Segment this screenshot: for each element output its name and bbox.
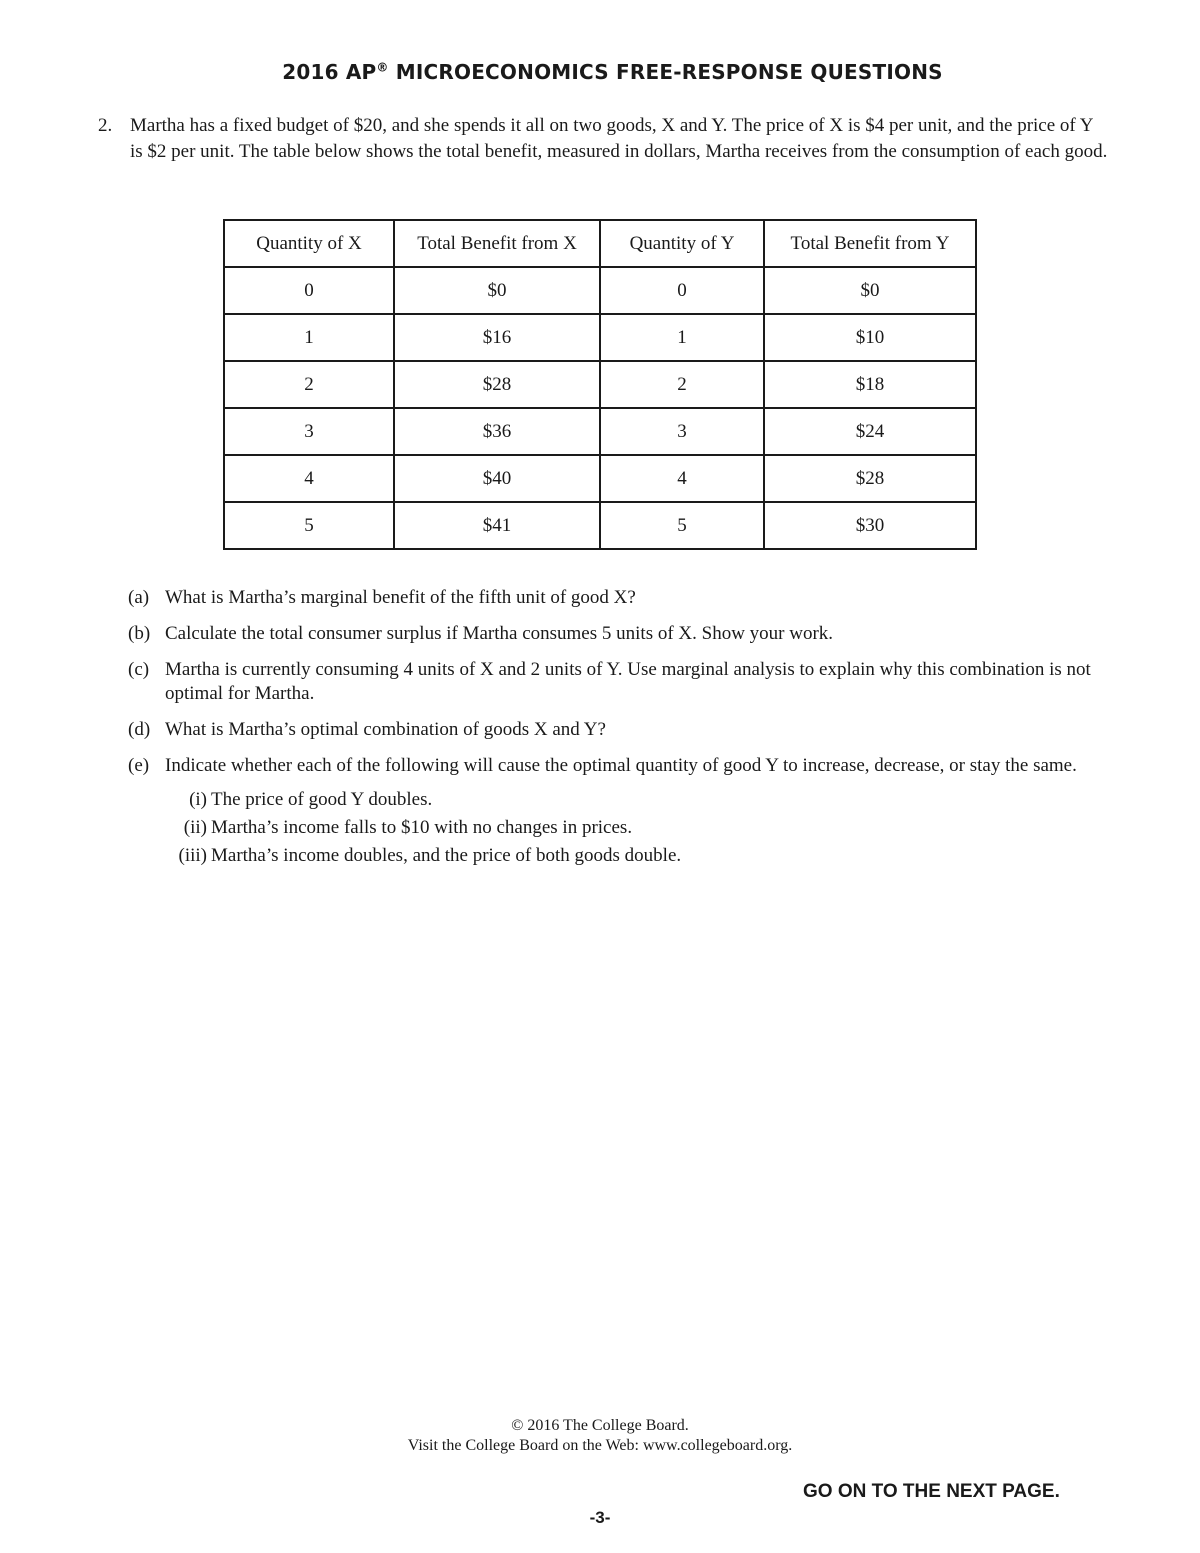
cell-quantity-y: 1 bbox=[600, 314, 764, 361]
cell-quantity-x: 3 bbox=[224, 408, 394, 455]
table-header-row bbox=[224, 220, 976, 267]
part-text: Indicate whether each of the following will cause the optimal quantity of good Y to increase, decrease, or stay the same. bbox=[165, 755, 1077, 776]
part-e-subparts bbox=[175, 788, 1108, 868]
part-a bbox=[128, 586, 1108, 610]
cell-quantity-x: 0 bbox=[224, 267, 394, 314]
header-quantity-y: Quantity of Y bbox=[600, 220, 764, 267]
table-row bbox=[224, 455, 976, 502]
part-text: What is Martha’s optimal combination of goods X and Y? bbox=[165, 719, 606, 740]
cell-benefit-x: $28 bbox=[394, 361, 600, 408]
page-title bbox=[0, 60, 1200, 84]
next-page-notice: GO ON TO THE NEXT PAGE. bbox=[803, 1481, 1060, 1502]
table-row bbox=[224, 267, 976, 314]
cell-quantity-y: 0 bbox=[600, 267, 764, 314]
copyright-notice: © 2016 The College Board. bbox=[511, 1417, 689, 1434]
cell-quantity-y: 5 bbox=[600, 502, 764, 549]
header-benefit-y: Total Benefit from Y bbox=[764, 220, 976, 267]
cell-benefit-y: $10 bbox=[764, 314, 976, 361]
subpart-text: The price of good Y doubles. bbox=[211, 789, 433, 810]
cell-benefit-y: $18 bbox=[764, 361, 976, 408]
cell-benefit-x: $40 bbox=[394, 455, 600, 502]
header-benefit-x: Total Benefit from X bbox=[394, 220, 600, 267]
subpart-text: Martha’s income doubles, and the price of both goods double. bbox=[211, 845, 682, 866]
cell-benefit-y: $24 bbox=[764, 408, 976, 455]
part-text: Calculate the total consumer surplus if Martha consumes 5 units of X. Show your work. bbox=[165, 623, 834, 644]
cell-quantity-x: 2 bbox=[224, 361, 394, 408]
page-number: -3- bbox=[589, 1508, 611, 1527]
cell-benefit-y: $30 bbox=[764, 502, 976, 549]
part-b bbox=[128, 622, 1108, 646]
cell-benefit-y: $0 bbox=[764, 267, 976, 314]
total-benefit-table bbox=[223, 219, 977, 550]
cell-quantity-x: 5 bbox=[224, 502, 394, 549]
cell-quantity-y: 3 bbox=[600, 408, 764, 455]
cell-benefit-y: $28 bbox=[764, 455, 976, 502]
subpart-i bbox=[175, 788, 1108, 812]
cell-quantity-y: 4 bbox=[600, 455, 764, 502]
part-c bbox=[128, 658, 1108, 706]
footer bbox=[0, 1416, 1200, 1456]
cell-benefit-x: $36 bbox=[394, 408, 600, 455]
part-text: What is Martha’s marginal benefit of the fifth unit of good X? bbox=[165, 587, 636, 608]
subpart-label: (iii) bbox=[178, 845, 207, 866]
table-row bbox=[224, 502, 976, 549]
cell-benefit-x: $41 bbox=[394, 502, 600, 549]
part-e bbox=[128, 754, 1108, 868]
website-notice: Visit the College Board on the Web: www.collegeboard.org. bbox=[407, 1437, 793, 1454]
subpart-label: (ii) bbox=[183, 817, 207, 838]
header-quantity-x: Quantity of X bbox=[224, 220, 394, 267]
cell-quantity-x: 1 bbox=[224, 314, 394, 361]
part-label: (e) bbox=[128, 755, 150, 776]
page-title-rest: MICROECONOMICS FREE-RESPONSE QUESTIONS bbox=[388, 60, 943, 84]
subpart-label: (i) bbox=[189, 789, 207, 810]
subpart-text: Martha’s income falls to $10 with no changes in prices. bbox=[211, 817, 633, 838]
subpart-iii bbox=[175, 844, 1108, 868]
question-text: Martha has a fixed budget of $20, and she spends it all on two goods, X and Y. The price of X is $4 per unit, and the price of Y is $2 per unit. The table below shows the total benefit, measured in dollars, Martha receives from the consumption of each good. bbox=[130, 115, 1108, 162]
cell-benefit-x: $0 bbox=[394, 267, 600, 314]
part-d bbox=[128, 718, 1108, 742]
cell-quantity-x: 4 bbox=[224, 455, 394, 502]
table-row bbox=[224, 408, 976, 455]
page-title-main: 2016 AP bbox=[282, 60, 377, 84]
question-number: 2. bbox=[98, 115, 113, 136]
part-label: (d) bbox=[128, 719, 151, 740]
part-text: Martha is currently consuming 4 units of X and 2 units of Y. Use marginal analysis to explain why this combination is not optimal for Martha. bbox=[165, 659, 1091, 704]
cell-benefit-x: $16 bbox=[394, 314, 600, 361]
question-parts bbox=[128, 586, 1108, 880]
table-row bbox=[224, 361, 976, 408]
cell-quantity-y: 2 bbox=[600, 361, 764, 408]
table-row bbox=[224, 314, 976, 361]
part-label: (a) bbox=[128, 587, 150, 608]
question-2 bbox=[98, 113, 1108, 165]
subpart-ii bbox=[175, 816, 1108, 840]
registered-mark: ® bbox=[376, 60, 389, 75]
part-label: (c) bbox=[128, 659, 150, 680]
part-label: (b) bbox=[128, 623, 151, 644]
